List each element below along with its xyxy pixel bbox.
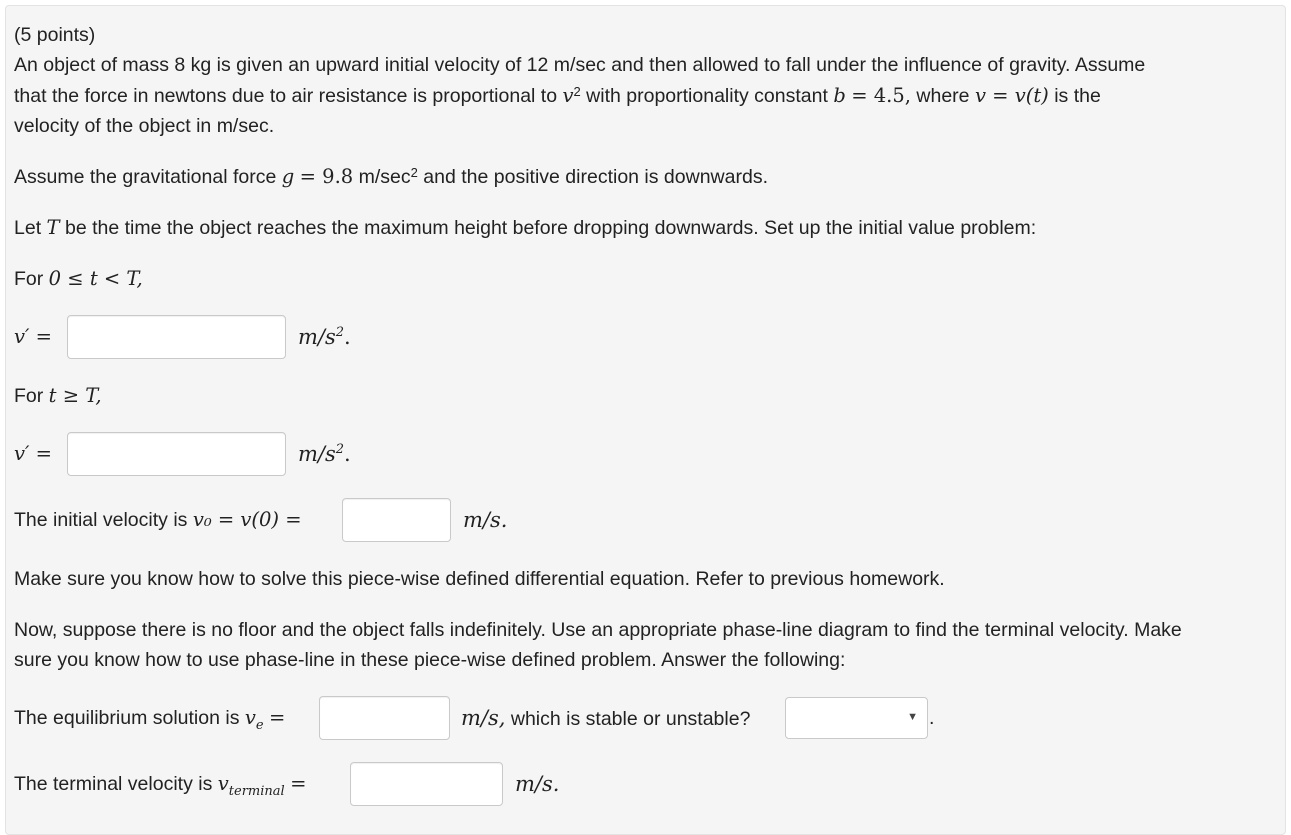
case1-lhs: v′ = (14, 325, 52, 348)
gravity-statement: Assume the gravitational force g = 9.8 $m/\sec^2$ and the positive direction is downwards. (14, 165, 768, 188)
problem-text-line-3: velocity of the object in m/sec. (14, 115, 275, 137)
equilibrium-label: The equilibrium solution is $v_e$ = (14, 706, 286, 733)
phase-line-text-2: sure you know how to use phase-line in these piece-wise defined problem. Answer the following: (14, 649, 846, 671)
initial-velocity-unit: m/s. (463, 508, 508, 532)
problem-text-line-1: An object of mass 8 kg is given an upward initial velocity of 12 m/sec and then allowed to fall under the influence of gravity. Assume (14, 54, 1146, 76)
case1-answer-input[interactable] (67, 315, 286, 359)
case1-condition: For 0 ≤ t < T, (14, 267, 143, 290)
initial-velocity-label: The initial velocity is v₀ = v(0) = (14, 508, 302, 531)
equilibrium-input[interactable] (319, 696, 450, 740)
stability-period: . (929, 707, 935, 729)
equilibrium-unit-question: m/s, which is stable or unstable? (461, 706, 751, 730)
let-T-statement: Let T be the time the object reaches the maximum height before dropping downwards. Set up the initial value problem: (14, 216, 1037, 239)
case2-lhs: v′ = (14, 442, 52, 465)
initial-velocity-input[interactable] (342, 498, 451, 542)
note-text: Make sure you know how to solve this piece-wise defined differential equation. Refer to previous homework. (14, 568, 945, 590)
chevron-down-icon: ▼ (907, 711, 918, 723)
phase-line-text-1: Now, suppose there is no floor and the object falls indefinitely. Use an appropriate phase-line diagram to find the terminal velocity. Make (14, 619, 1182, 641)
terminal-velocity-input[interactable] (350, 762, 503, 806)
points-label: (5 points) (14, 24, 96, 46)
terminal-velocity-label: The terminal velocity is $v_{terminal}$ = (14, 772, 307, 799)
case1-unit: $m/s^2$. (298, 325, 351, 349)
case2-unit: $m/s^2$. (298, 442, 351, 466)
stability-select[interactable] (785, 697, 928, 739)
case2-condition: For t ≥ T, (14, 384, 102, 407)
case2-answer-input[interactable] (67, 432, 286, 476)
problem-text-line-2: that the force in newtons due to air resistance is proportional to $v^2$ with proportionality constant b = 4.5, where v = v(t) is the (14, 84, 1101, 107)
terminal-velocity-unit: m/s. (515, 772, 560, 796)
